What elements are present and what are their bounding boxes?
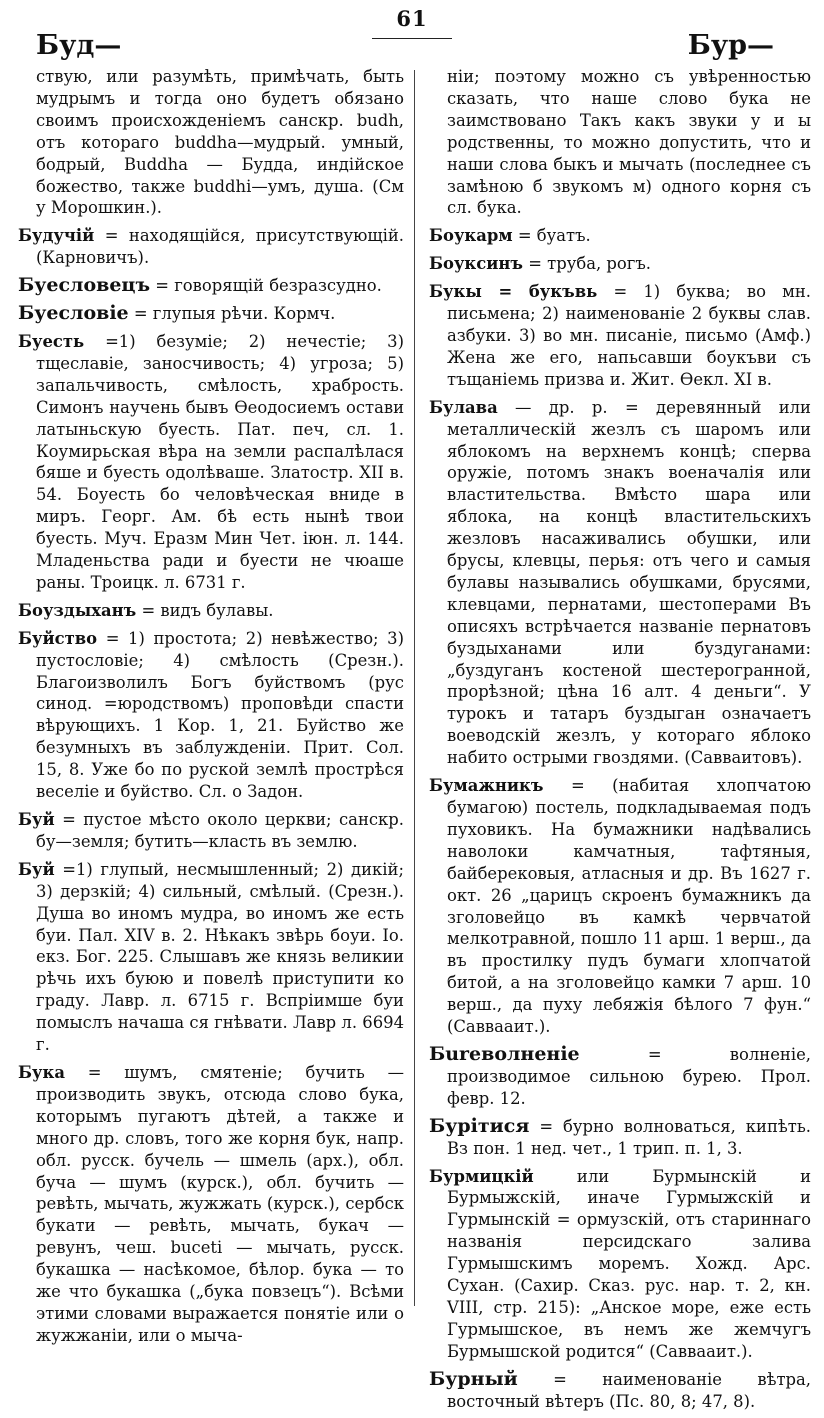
dictionary-entry (429, 1116, 811, 1160)
entry-text: ствую, или разумѣть, примѣчать, быть мудрымъ и тогда оно будетъ обязано своимъ происхожденіемъ санскр. budh, отъ котораго buddha—мудрый. умный, бодрый, Buddha — Будда, индійское божество, также buddhi—умъ, душа. (См у Морошкин.). (36, 67, 404, 218)
entry-text: = (набитая хлопчатою бумагою) постель, подкладываемая подъ пуховикъ. На бумажники надѣвались наволоки камчатныя, тафтяныя, байберековыя, атласныя и др. Въ 1627 г. окт. 26 „царицъ скроенъ бумажникъ да зголовейцо въ камкѣ червчатой мелкотравной, пошло 11 арш. 1 верш., да въ простилку пудъ бумаги хлопчатой битой, а на зголовейцо камки 7 арш. 10 верш., да пуху лебяжія бѣлого 7 фун.“ (Саввааит.). (447, 776, 811, 1037)
dictionary-entry (18, 1062, 404, 1347)
entry-headword: Бурмицкій (429, 1166, 534, 1186)
entry-text: = 1) простота; 2) невѣжество; 3) пустословіе; 4) смѣлость (Срезн.). Благоизволилъ Богъ буйствомъ (рус синод. =юродствомъ) проповѣди спасти вѣрующихъ. 1 Кор. 1, 21. Буйство же безумныхъ въ заблужденіи. Прит. Сол. 15, 8. Уже бо по руской землѣ прострѣся веселіе и буйство. Сл. о Задон. (36, 628, 404, 802)
entry-text: = буатъ. (517, 226, 591, 246)
entry-headword: Буесловецъ (18, 274, 151, 297)
entry-text: — др. р. = деревянный или металлическій жезлъ съ шаромъ или яблокомъ на верхнемъ концѣ; сперва оружіе, потомъ знакъ военачалія или властительства. Вмѣсто шара или яблока, на концѣ властительскихъ жезловъ насаживались обушки, или брусы, клевцы, перья: отъ чего и самыя булавы назывались обушками, брусями, клевцами, пернатами, шестоперами Въ описяхъ встрѣчается названіе пернатовъ буздыханами или буздуганами: „буздуганъ костеной шестерогранной, прорѣзной; цѣна 16 алт. 4 деньги“. У турокъ и татаръ буздыган означаетъ воеводскій жезлъ, у котораго яблоко набито острыми гвоздями. (Савваитовъ). (447, 397, 811, 768)
dictionary-entry (429, 225, 811, 247)
entry-headword: Буесловіе (18, 302, 129, 325)
entry-text: = пустое мѣсто около церкви; санскр. бу—земля; бутить—класть въ землю. (36, 810, 404, 851)
dictionary-entry (18, 859, 404, 1056)
left-column (18, 66, 404, 1353)
entry-headword: Буйство (18, 628, 98, 648)
entry-text: или Бурмынскій и Бурмыжскій, иначе Гурмыжскій и Гурмынскій = ормузскій, отъ стариннаго названія персидскаго залива Гурмышскимъ моремъ. Хожд. Арс. Сухан. (Сахир. Сказ. рус. нар. т. 2, кн. VIII, стр. 215): „Анское море, еже есть Гурмышское, въ немъ же жемчугъ Бурмышской родится“ (Саввааит.). (447, 1166, 811, 1361)
entry-headword: Бурный (429, 1367, 518, 1390)
dictionary-entry (18, 275, 404, 297)
entry-text: =1) безуміе; 2) нечестіе; 3) тщеславіе, заносчивость; 4) угроза; 5) запальчивость, смѣлость, храбрость. Симонъ научень бывъ Өеодосиемъ остави латыньскую буесть. Пат. печ, сл. 1. Коумирьская вѣра на земли распалѣлася бяше и буесть одолѣваше. Златостр. XII в. 54. Боуесть бо человѣческая вниде в миръ. Георг. Ам. бѣ есть нынѣ твои буесть. Муч. Еразм Мин Чет. іюн. л. 144. Младеньства ради и буести не чюаше раны. Троицк. л. 6731 г. (36, 331, 404, 592)
running-head-left: Буд— (36, 30, 122, 61)
dictionary-entry (18, 66, 404, 219)
right-column (429, 66, 811, 1418)
entry-headword: Бука (18, 1062, 65, 1082)
entry-text: = наименованіе вѣтра, восточный вѣтеръ (Пс. 80, 8; 47, 8). (447, 1369, 811, 1411)
entry-headword: Боукарм (429, 226, 513, 246)
dictionary-entry (18, 809, 404, 853)
dictionary-entry (18, 600, 404, 622)
entry-headword: Бурітися (429, 1114, 530, 1137)
entry-headword: Буй (18, 810, 55, 829)
entry-text: = волненіе, производимое сильною бурею. Прол. февр. 12. (447, 1044, 811, 1108)
entry-text: ніи; поэтому можно съ увѣренностью сказать, что наше слово бука не заимствовано Такъ какъ звуки у и ы родственны, то можно допустить, что и наши слова быкъ и мычать (последнее съ замѣною б звукомъ м) одного корня съ сл. бука. (447, 67, 811, 218)
dictionary-entry (18, 225, 404, 269)
entry-headword: Бумажникъ (429, 776, 544, 796)
column-divider (414, 70, 415, 1306)
entry-headword: Боуздыханъ (18, 600, 137, 620)
entry-text: = шумъ, смятеніе; бучить — производить звукъ, отсюда слово бука, которымъ пугаютъ дѣтей, а также и много др. словъ, того же корня бук, напр. обл. русск. бучель — шмель (арх.), обл. буча — шумъ (курск.), обл. бучить — ревѣть, мычать, жужжать (курск.), сербск букати — ревѣть, мычать, букач — ревунъ, чеш. buceti — мычать, русск. букашка — насѣкомое, бѣлор. бука — то же что букашка („бука повзецъ“). Всѣми этими словами выражается понятіе или о жужжаніи, или о мыча- (36, 1062, 404, 1345)
entry-text: =1) глупый, несмышленный; 2) дикій; 3) дерзкій; 4) сильный, смѣлый. (Срезн.). Душа во иномъ мудра, во иномъ же есть буи. Пал. XIV в. 2. Нѣкакъ звѣрь боуи. Іо. екз. Бог. 225. Слышавъ же князь великии рѣчь ихъ буюю и повелѣ приступити ко граду. Лавр. л. 6715 г. Вспріимше буи помыслъ начаша ся гнѣвати. Лавр л. 6694 г. (36, 859, 404, 1055)
entry-text: = труба, рогъ. (528, 254, 651, 274)
entry-text: = бурно волноваться, кипѣть. Вз пон. 1 нед. чет., 1 трип. п. 1, 3. (447, 1116, 811, 1158)
dictionary-entry (18, 331, 404, 594)
entry-text: = говорящій безразсудно. (155, 276, 382, 296)
header-ornament (372, 34, 452, 44)
dictionary-entry (429, 1044, 811, 1110)
entry-headword: Букы = букъвь (429, 282, 598, 302)
entry-headword: Бureволненіе (429, 1042, 580, 1065)
dictionary-entry (18, 303, 404, 325)
dictionary-entry (429, 66, 811, 219)
entry-headword: Боуксинъ (429, 254, 523, 274)
entry-headword: Булава (429, 397, 498, 417)
entry-headword: Будучій (18, 226, 95, 246)
dictionary-entry (429, 397, 811, 769)
page-number: 61 (396, 6, 428, 31)
entry-headword: Буй (18, 859, 55, 879)
entry-text: = видъ булавы. (141, 600, 274, 620)
dictionary-entry (18, 628, 404, 803)
dictionary-entry (429, 253, 811, 275)
dictionary-entry (429, 775, 811, 1038)
running-head-right: Бур— (687, 30, 774, 61)
dictionary-entry (429, 1166, 811, 1363)
entry-headword: Буесть (18, 331, 85, 351)
entry-text: = глупыя рѣчи. Кормч. (133, 304, 336, 324)
dictionary-entry (429, 281, 811, 391)
entry-text: = находящійся, присутствующій. (Карновичъ). (36, 226, 404, 268)
entry-text: = 1) буква; во мн. письмена; 2) наименованіе 2 буквы слав. азбуки. 3) во мн. писаніе, письмо (Амф.) Жена же его, напьсавши боукъви съ тъщаніемь призва и. Жит. Өекл. XI в. (447, 282, 812, 389)
dictionary-entry (429, 1369, 811, 1413)
